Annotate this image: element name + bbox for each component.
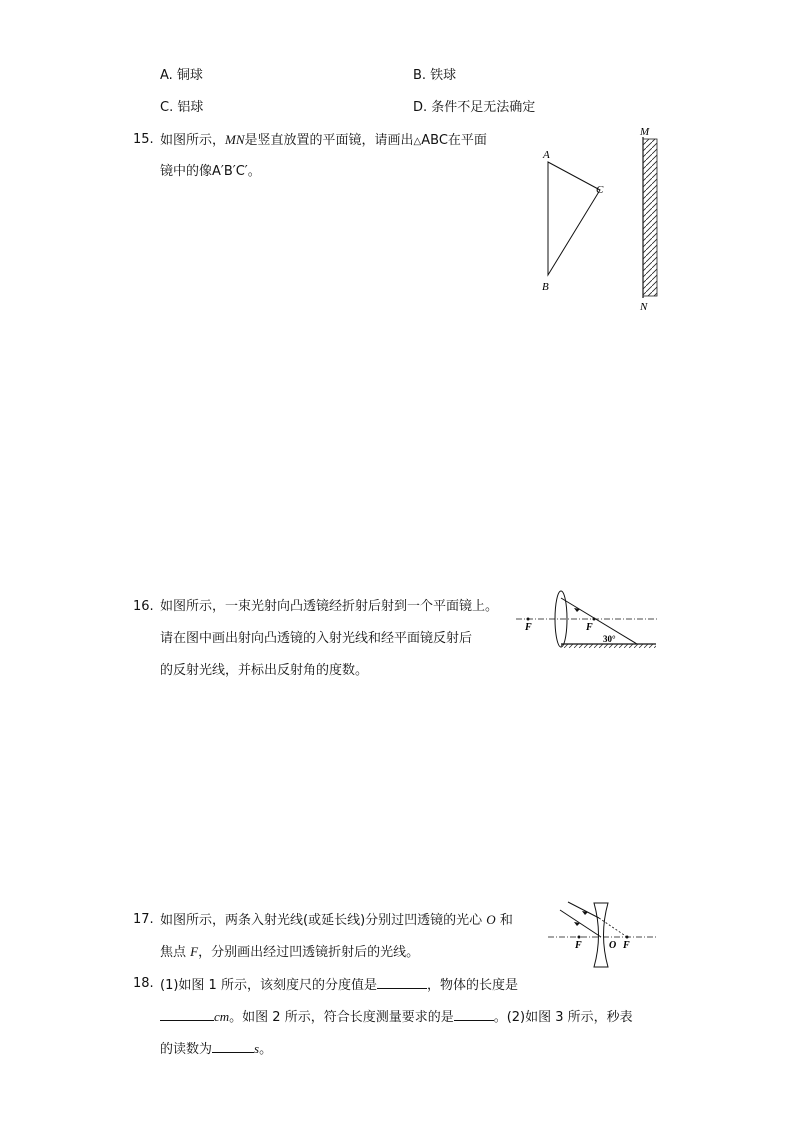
label-m: M <box>640 126 650 138</box>
question-16-number: 16. <box>133 599 154 614</box>
q15-text-b: 是竖直放置的平面镜，请画出 <box>244 133 414 148</box>
q18-text-e: 的读数为 <box>160 1042 213 1057</box>
question-17-number: 17. <box>133 912 154 927</box>
answer-blank-division[interactable] <box>377 976 427 989</box>
q15-text-c: 在平面 <box>447 133 487 148</box>
mirror-label: MN <box>225 132 245 147</box>
unit-cm: cm <box>214 1009 230 1024</box>
answer-blank-figure2[interactable] <box>454 1008 494 1021</box>
q17-text-c: 焦点 <box>160 945 187 960</box>
mirror-hatching <box>643 139 657 296</box>
label-f-right: F <box>586 622 593 633</box>
focus-point-left <box>578 936 581 939</box>
answer-blank-stopwatch[interactable] <box>212 1040 254 1053</box>
triangle-label: ABC <box>421 133 448 148</box>
q18-text-d: 。(2)如图 3 所示，秒表 <box>493 1010 633 1025</box>
focus-point-left <box>527 618 530 621</box>
label-f-right: F <box>623 940 630 951</box>
label-b: B <box>542 281 549 293</box>
mirror-hatching <box>561 644 656 648</box>
question-15-line1 <box>160 132 487 150</box>
ray-through-center <box>560 910 601 937</box>
question-17-line2 <box>160 944 419 961</box>
question-18-line2 <box>160 1008 633 1026</box>
question-18-line1 <box>160 976 518 994</box>
question-15-number: 15. <box>133 132 154 147</box>
question-18-number: 18. <box>133 976 154 991</box>
refracted-ray <box>561 598 637 644</box>
q18-text-a: (1)如图 1 所示，该刻度尺的分度值是 <box>160 978 377 993</box>
label-o: O <box>609 940 617 951</box>
q18-text-c: 。如图 2 所示，符合长度测量要求的是 <box>229 1010 454 1025</box>
question-16-line3: 的反射光线，并标出反射角的度数。 <box>160 663 369 678</box>
focus-point-right <box>593 618 596 621</box>
option-d: D. 条件不足无法确定 <box>413 100 536 115</box>
q17-text-d: ，分别画出经过凹透镜折射后的光线。 <box>198 945 420 960</box>
q17-text-b: 和 <box>499 913 513 928</box>
q17-figure <box>546 900 660 970</box>
q15-text-a: 如图所示， <box>160 133 226 148</box>
label-a: A <box>543 149 550 161</box>
focus-point-right <box>626 936 629 939</box>
question-18-line3 <box>160 1040 272 1058</box>
q15-figure <box>538 124 668 316</box>
question-15-line2: 镜中的像A′B′C′。 <box>160 164 261 179</box>
label-f-left: F <box>525 622 532 633</box>
q17-text-a: 如图所示，两条入射光线(或延长线)分别过凹透镜的光心 <box>160 913 483 928</box>
question-16-line2: 请在图中画出射向凸透镜的入射光线和经平面镜反射后 <box>160 631 473 646</box>
center-label: O <box>486 912 496 927</box>
triangle-symbol: △ <box>413 136 422 147</box>
q16-figure <box>514 588 660 654</box>
label-f-left: F <box>575 940 582 951</box>
answer-blank-length[interactable] <box>160 1008 214 1021</box>
label-n: N <box>640 301 648 313</box>
question-17-line1 <box>160 912 513 929</box>
unit-s: s <box>254 1041 260 1056</box>
angle-label: 30° <box>603 634 616 644</box>
focus-label: F <box>190 944 199 959</box>
q18-text-b: ，物体的长度是 <box>426 978 518 993</box>
concave-lens <box>594 903 608 967</box>
q18-text-f: 。 <box>259 1042 273 1057</box>
option-b: B. 铁球 <box>413 68 457 83</box>
label-c: C <box>596 184 604 196</box>
option-c: C. 铝球 <box>160 100 204 115</box>
question-16-line1: 如图所示，一束光射向凸透镜经折射后射到一个平面镜上。 <box>160 599 499 614</box>
option-a: A. 铜球 <box>160 68 203 83</box>
triangle-abc <box>548 162 600 275</box>
